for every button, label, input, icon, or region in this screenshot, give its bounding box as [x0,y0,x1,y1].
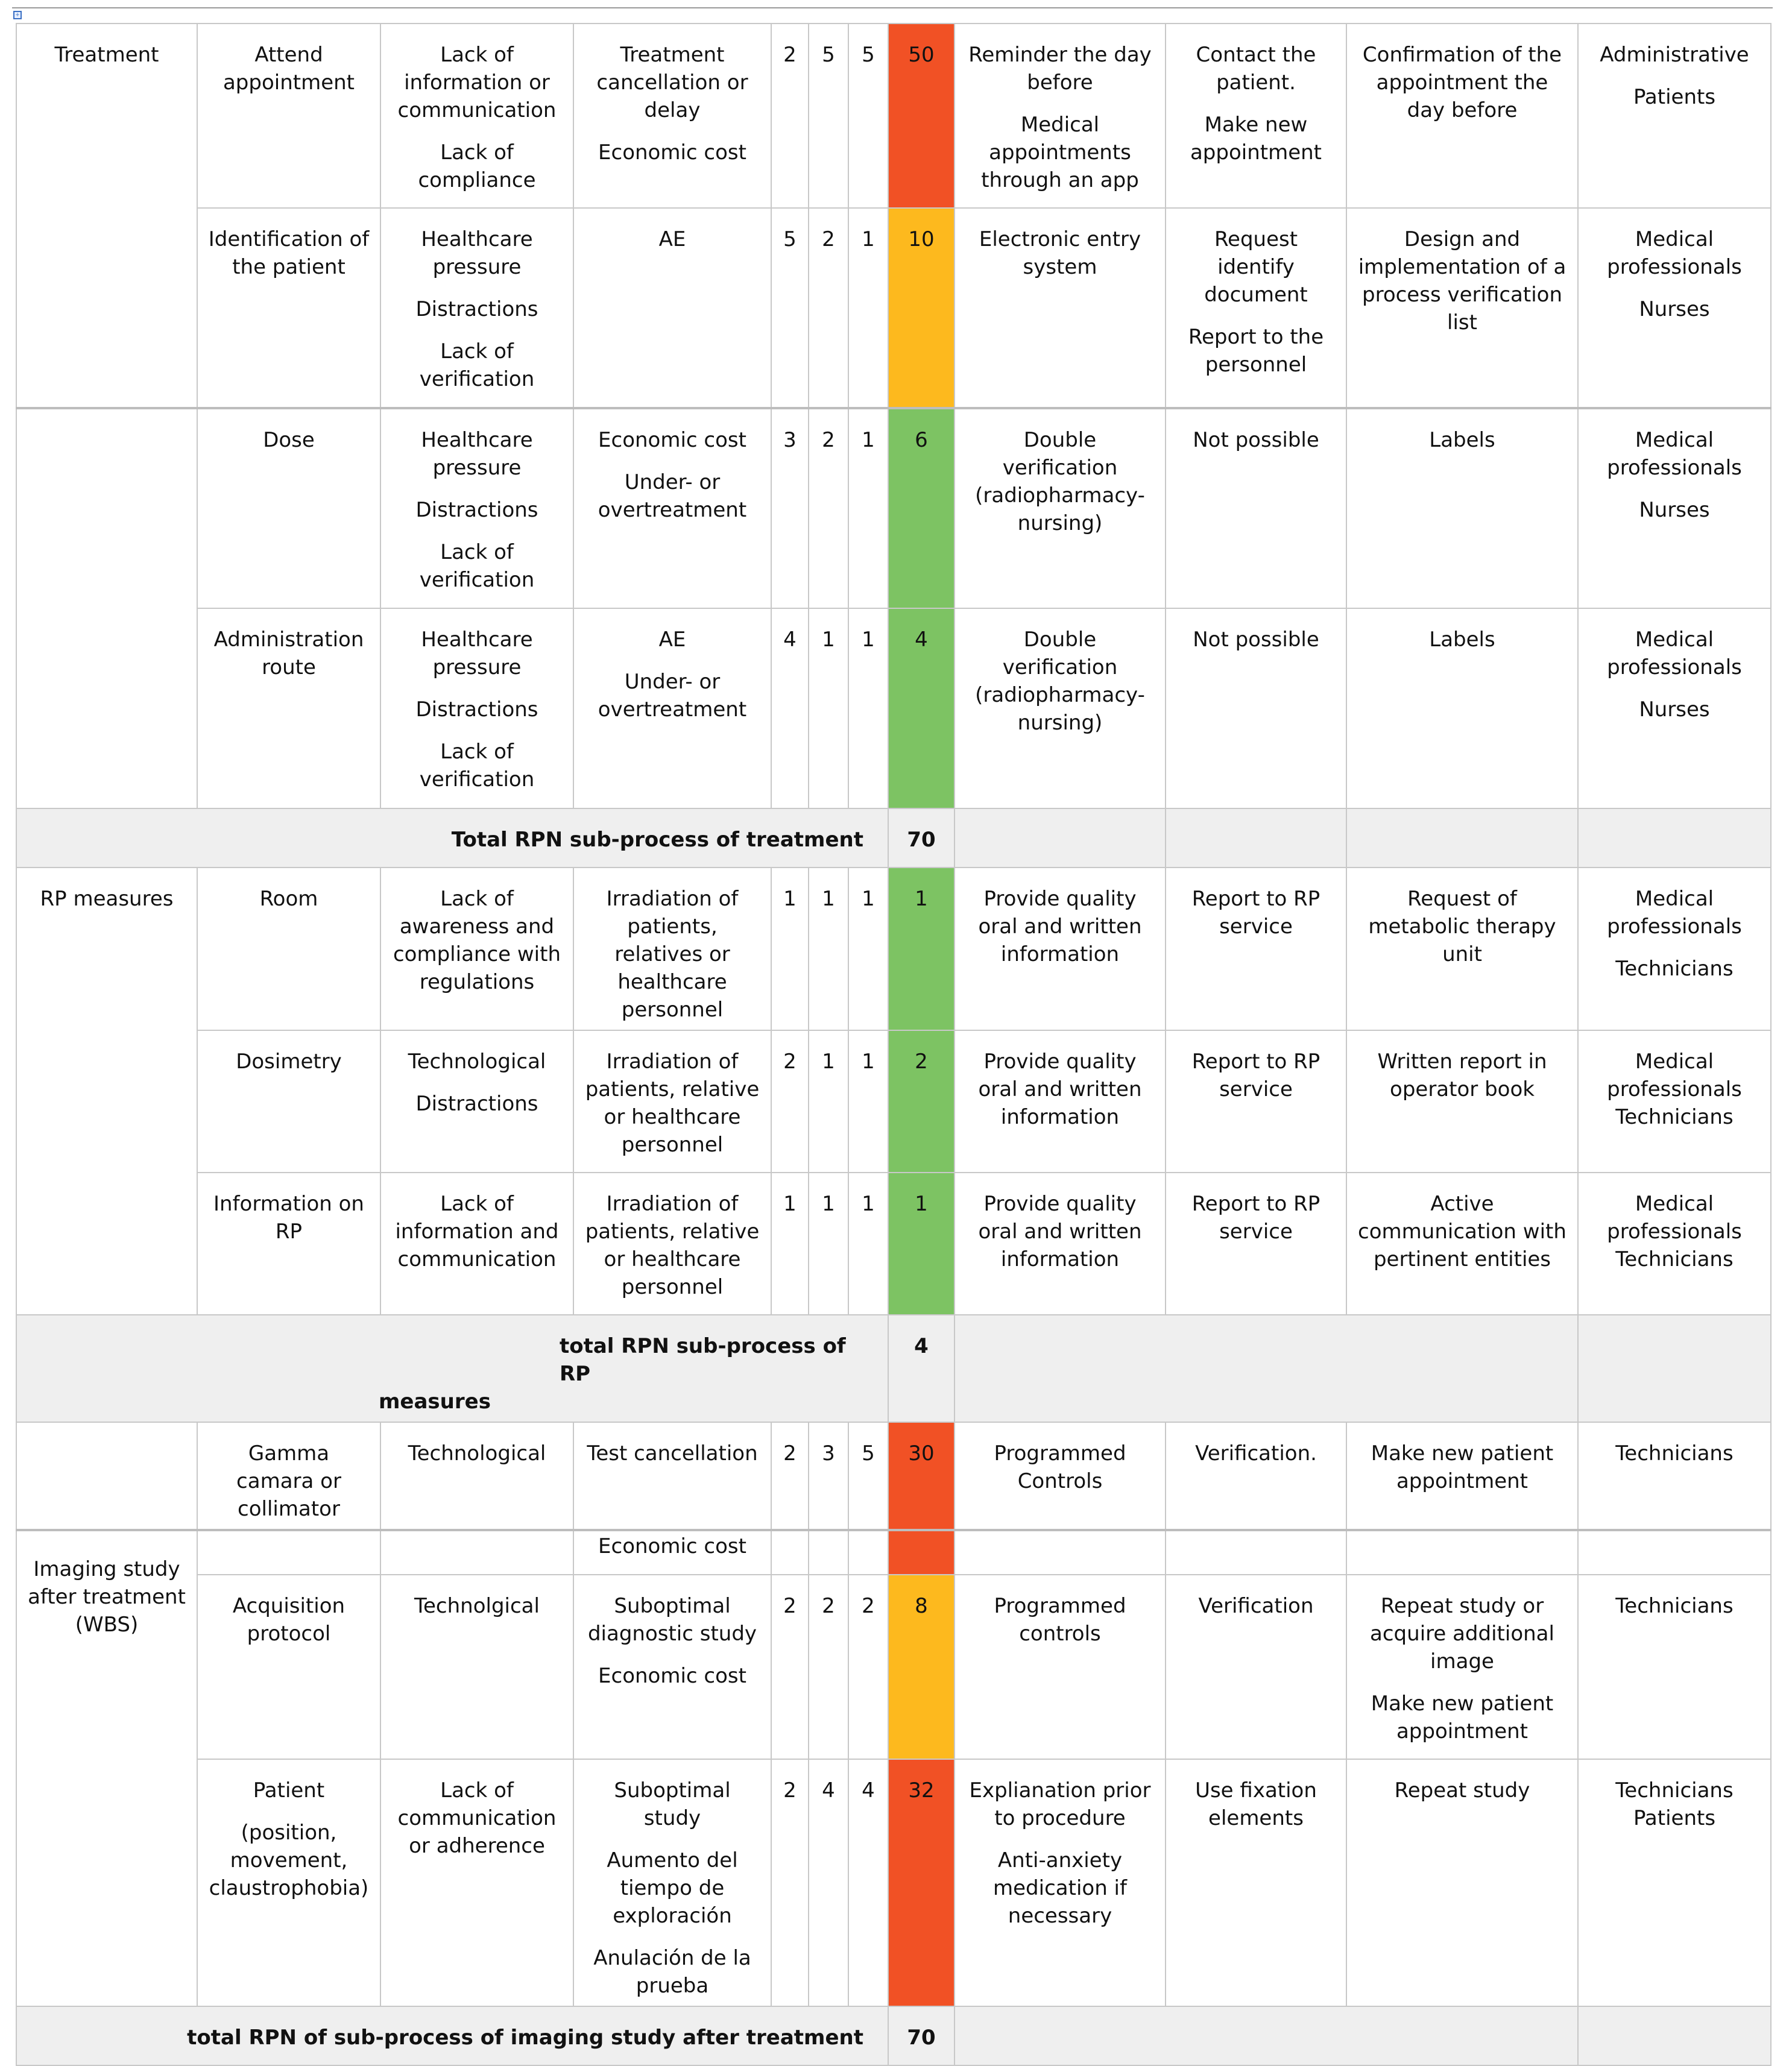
subprocess-cell-empty [16,1422,197,1530]
detection-cell: 1 [848,208,888,408]
subprocess-cell: RP measures [16,868,197,1315]
correction-cell: Report to RP service [1166,1173,1346,1315]
occurrence-cell: 1 [771,1173,809,1315]
responsible-cell: Administrative Patients [1578,24,1771,208]
occurrence-cell: 3 [771,408,809,608]
phase-cell: Patient (position, movement, claustrophobia) [197,1759,380,2006]
subprocess-cell: Imaging study after treatment (WBS) [16,1530,197,2006]
detection-cell: 1 [848,868,888,1030]
improvement-cell: Labels [1346,408,1578,608]
correction-cell: Report to RP service [1166,868,1346,1030]
total-label: Total RPN sub-process of treatment [16,808,888,868]
total-empty [1578,1315,1771,1422]
table-row [16,868,1771,1030]
correction-cell: Request identify document Report to the personnel [1166,208,1346,408]
effect-cell: Economic cost Under- or overtreatment [573,408,771,608]
occurrence-cell-empty [771,1530,809,1575]
prevention-cell-empty [954,1530,1166,1575]
total-empty [954,1315,1578,1422]
improvement-cell: Request of metabolic therapy unit [1346,868,1578,1030]
cause-cell: Lack of awareness and compliance with regulations [380,868,573,1030]
phase-cell-empty [197,1530,380,1575]
rpn-cell-medium: 8 [888,1575,954,1759]
detection-cell: 2 [848,1575,888,1759]
responsible-cell: Technicians Patients [1578,1759,1771,2006]
detection-cell-empty [848,1530,888,1575]
total-empty [1166,808,1346,868]
correction-cell: Contact the patient. Make new appointment [1166,24,1346,208]
detection-cell: 5 [848,1422,888,1530]
table-row [16,1030,1771,1173]
occurrence-cell: 2 [771,1759,809,2006]
effect-cell: Irradiation of patients, relative or healthcare personnel [573,1030,771,1173]
cause-cell: Technolgical [380,1575,573,1759]
table-row [16,208,1771,408]
occurrence-cell: 4 [771,608,809,808]
effect-cell: AE Under- or overtreatment [573,608,771,808]
severity-cell: 1 [809,1030,848,1173]
severity-cell: 1 [809,1173,848,1315]
effect-cell: AE [573,208,771,408]
phase-cell: Room [197,868,380,1030]
effect-cell: Test cancellation [573,1422,771,1530]
rpn-cell-low: 2 [888,1030,954,1173]
cause-cell: Healthcare pressure Distractions Lack of verification [380,408,573,608]
total-empty [1578,808,1771,868]
severity-cell: 5 [809,24,848,208]
cause-cell-empty [380,1530,573,1575]
table-row [16,24,1771,208]
rpn-cell-high: 30 [888,1422,954,1530]
occurrence-cell: 2 [771,1422,809,1530]
total-value: 70 [888,808,954,868]
severity-cell: 2 [809,1575,848,1759]
responsible-cell: Medical professionals Nurses [1578,408,1771,608]
phase-cell: Gamma camara or collimator [197,1422,380,1530]
occurrence-cell: 2 [771,1030,809,1173]
total-value: 70 [888,2006,954,2065]
total-row [16,808,1771,868]
prevention-cell: Provide quality oral and written information [954,868,1166,1030]
cause-cell: Healthcare pressure Distractions Lack of verification [380,208,573,408]
responsible-cell: Technicians [1578,1575,1771,1759]
prevention-cell: Programmed controls [954,1575,1166,1759]
prevention-cell: Provide quality oral and written information [954,1173,1166,1315]
improvement-cell: Written report in operator book [1346,1030,1578,1173]
table-row [16,1422,1771,1530]
prevention-cell: Reminder the day before Medical appointments through an app [954,24,1166,208]
occurrence-cell: 1 [771,868,809,1030]
top-rule [12,7,1773,8]
phase-cell: Dosimetry [197,1030,380,1173]
subprocess-cell: Treatment [16,24,197,408]
correction-cell-empty [1166,1530,1346,1575]
rpn-cell-medium: 10 [888,208,954,408]
effect-cell: Irradiation of patients, relative or healthcare personnel [573,1173,771,1315]
effect-cell: Suboptimal study Aumento del tiempo de exploración Anulación de la prueba [573,1759,771,2006]
correction-cell: Verification. [1166,1422,1346,1530]
responsible-cell: Medical professionals Technicians [1578,1030,1771,1173]
cause-cell: Technological [380,1422,573,1530]
prevention-cell: Explianation prior to procedure Anti-anxiety medication if necessary [954,1759,1166,2006]
responsible-cell: Medical professionals Nurses [1578,208,1771,408]
table-row [16,1575,1771,1759]
correction-cell: Not possible [1166,408,1346,608]
table-row [16,1530,1771,1575]
correction-cell: Report to RP service [1166,1030,1346,1173]
detection-cell: 4 [848,1759,888,2006]
rpn-cell-low: 1 [888,868,954,1030]
prevention-cell: Double verification (radiopharmacy-nursing) [954,608,1166,808]
improvement-cell: Repeat study [1346,1759,1578,2006]
rpn-cell-high: 50 [888,24,954,208]
total-empty [954,808,1166,868]
total-row [16,2006,1771,2065]
cause-cell: Lack of information and communication [380,1173,573,1315]
total-empty [1578,2006,1771,2065]
total-label: total RPN of sub-process of imaging study after treatment [16,2006,888,2065]
prevention-cell: Electronic entry system [954,208,1166,408]
responsible-cell-empty [1578,1530,1771,1575]
phase-cell: Dose [197,408,380,608]
severity-cell: 2 [809,208,848,408]
table-row [16,408,1771,608]
occurrence-cell: 2 [771,24,809,208]
responsible-cell: Medical professionals Nurses [1578,608,1771,808]
table-row [16,608,1771,808]
cause-cell: Healthcare pressure Distractions Lack of verification [380,608,573,808]
detection-cell: 1 [848,1030,888,1173]
total-empty [954,2006,1578,2065]
cause-cell: Technological Distractions [380,1030,573,1173]
occurrence-cell: 5 [771,208,809,408]
phase-cell: Administration route [197,608,380,808]
phase-cell: Attend appointment [197,24,380,208]
rpn-cell-low: 4 [888,608,954,808]
cause-cell: Lack of communication or adherence [380,1759,573,2006]
detection-cell: 1 [848,608,888,808]
phase-cell: Acquisition protocol [197,1575,380,1759]
responsible-cell: Technicians [1578,1422,1771,1530]
improvement-cell: Confirmation of the appointment the day before [1346,24,1578,208]
occurrence-cell: 2 [771,1575,809,1759]
total-empty [1346,808,1578,868]
severity-cell: 3 [809,1422,848,1530]
improvement-cell: Repeat study or acquire additional image Make new patient appointment [1346,1575,1578,1759]
effect-cell: Suboptimal diagnostic study Economic cost [573,1575,771,1759]
severity-cell: 2 [809,408,848,608]
responsible-cell: Medical professionals Technicians [1578,868,1771,1030]
improvement-cell-empty [1346,1530,1578,1575]
improvement-cell: Active communication with pertinent entities [1346,1173,1578,1315]
effect-cell: Irradiation of patients, relatives or healthcare personnel [573,868,771,1030]
severity-cell: 1 [809,868,848,1030]
prevention-cell: Provide quality oral and written information [954,1030,1166,1173]
correction-cell: Not possible [1166,608,1346,808]
correction-cell: Use fixation elements [1166,1759,1346,2006]
table-row [16,1173,1771,1315]
severity-cell: 1 [809,608,848,808]
table-row [16,1759,1771,2006]
phase-cell: Information on RP [197,1173,380,1315]
subprocess-cell-empty [16,408,197,808]
rpn-cell-high: 32 [888,1759,954,2006]
detection-cell: 1 [848,1173,888,1315]
rpn-cell-low: 1 [888,1173,954,1315]
rpn-cell-high [888,1530,954,1575]
total-value: 4 [888,1315,954,1422]
table-anchor-icon[interactable]: + [13,11,22,19]
prevention-cell: Programmed Controls [954,1422,1166,1530]
rpn-cell-low: 6 [888,408,954,608]
correction-cell: Verification [1166,1575,1346,1759]
improvement-cell: Make new patient appointment [1346,1422,1578,1530]
phase-cell: Identification of the patient [197,208,380,408]
fmea-table [16,23,1771,2066]
cause-cell: Lack of information or communication Lack of compliance [380,24,573,208]
severity-cell-empty [809,1530,848,1575]
detection-cell: 1 [848,408,888,608]
improvement-cell: Design and implementation of a process verification list [1346,208,1578,408]
effect-cell: Treatment cancellation or delay Economic cost [573,24,771,208]
effect-cell: Economic cost [573,1530,771,1575]
prevention-cell: Double verification (radiopharmacy-nursing) [954,408,1166,608]
detection-cell: 5 [848,24,888,208]
total-row [16,1315,1771,1422]
total-label: total RPN sub-process of RP measures [16,1315,888,1422]
responsible-cell: Medical professionals Technicians [1578,1173,1771,1315]
improvement-cell: Labels [1346,608,1578,808]
severity-cell: 4 [809,1759,848,2006]
